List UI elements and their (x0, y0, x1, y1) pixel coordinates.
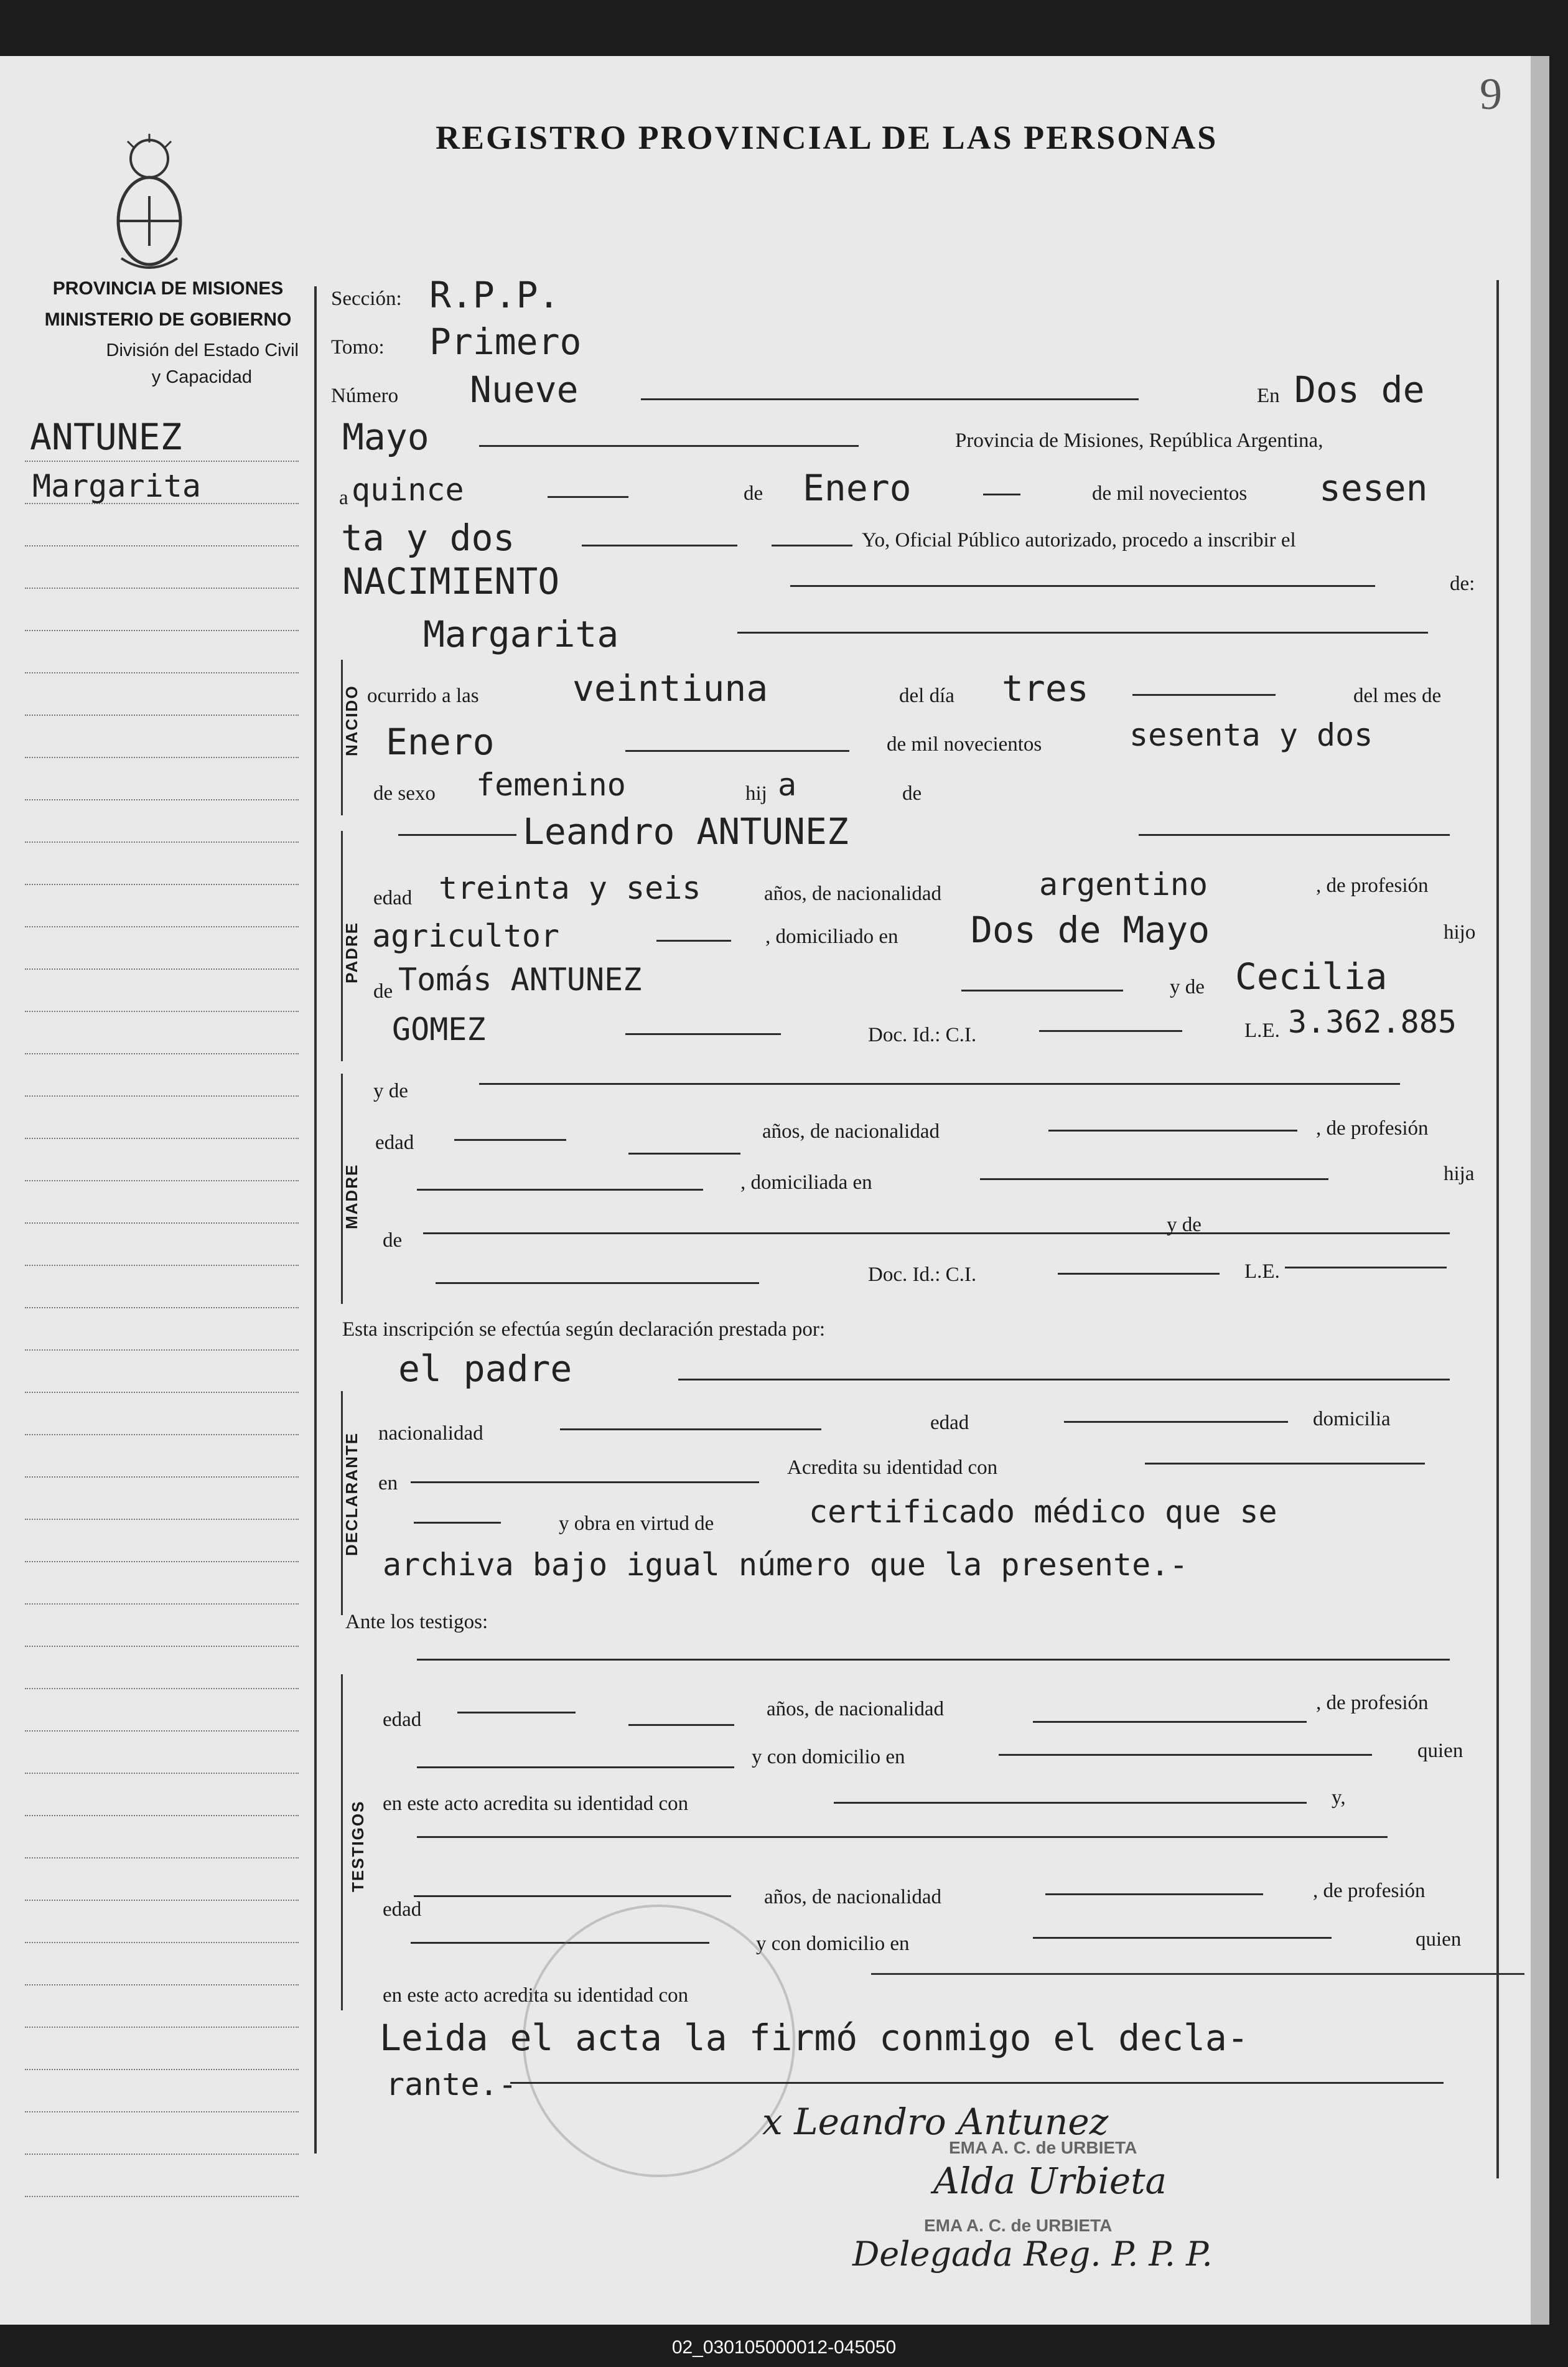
de2-label: de: (1450, 573, 1475, 595)
margin-rule (25, 1561, 299, 1562)
margin-rule (25, 461, 299, 462)
margin-rule (25, 1900, 299, 1901)
padre-edad-label: edad (373, 887, 413, 909)
declarante-quien: el padre (398, 1348, 572, 1390)
margin-rule (25, 1519, 299, 1520)
declarante-en-label: en (378, 1472, 398, 1494)
margin-rule (25, 1646, 299, 1647)
padre-le-label: L.E. (1244, 1019, 1280, 1042)
margin-rule (25, 1307, 299, 1308)
testigo2-acredita-label: en este acto acredita su identidad con (383, 1984, 689, 2007)
declarante-edad-label: edad (930, 1412, 969, 1434)
coat-of-arms-icon (109, 134, 190, 271)
margin-rule (25, 1095, 299, 1097)
declarante-obra-1: certificado médico que se (809, 1494, 1277, 1530)
signature-box-line (871, 1973, 1524, 1976)
anio-value-1: sesen (1319, 467, 1428, 509)
padre-le-value: 3.362.885 (1288, 1004, 1457, 1040)
margin-rule (25, 1476, 299, 1478)
testigo1-quien-label: quien (1417, 1740, 1463, 1762)
padre-domicilio: Dos de Mayo (971, 909, 1210, 951)
testigo1-edad-label: edad (383, 1708, 422, 1731)
ocurrido-label: ocurrido a las (367, 685, 479, 707)
testigo1-nac-label: años, de nacionalidad (767, 1698, 944, 1720)
testigo2-nac-label: años, de nacionalidad (764, 1886, 941, 1908)
testigo2-quien-label: quien (1416, 1928, 1462, 1951)
testigo1-prof-label: , de profesión (1316, 1692, 1429, 1714)
padre-nombre: Leandro ANTUNEZ (523, 810, 849, 853)
madre-le-label: L.E. (1244, 1260, 1280, 1283)
section-declarante-label: DECLARANTE (342, 1432, 361, 1556)
madre-y-de2-label: y de (1167, 1214, 1202, 1236)
nombre-value: Margarita (423, 613, 619, 655)
padre-hijo-label: hijo (1444, 921, 1476, 944)
firma-oficial: Alda Urbieta (933, 2160, 1167, 2202)
testigos-intro: Ante los testigos: (345, 1611, 488, 1633)
padre-profesion: agricultor (372, 918, 560, 954)
numero-label: Número (331, 385, 399, 407)
declarante-nac-label: nacionalidad (378, 1422, 483, 1445)
margin-rule (25, 545, 299, 546)
page-title: REGISTRO PROVINCIAL DE LAS PERSONAS (436, 119, 1218, 156)
margin-rule (25, 1942, 299, 1943)
margin-rule (25, 1730, 299, 1732)
section-padre-label: PADRE (342, 921, 361, 983)
declarante-intro: Esta inscripción se efectúa según declaración prestada por: (342, 1318, 826, 1341)
hij-label: hij (745, 782, 767, 805)
mil-label: de mil novecientos (1092, 482, 1248, 505)
anio-value-2: ta y dos (341, 517, 515, 559)
margin-rule (25, 588, 299, 589)
division-name: División del Estado Civil (106, 340, 299, 360)
padre-prof-label: , de profesión (1316, 874, 1429, 897)
cierre-texto-1: Leida el acta la firmó conmigo el decla- (380, 2017, 1249, 2059)
padre-dom-label: , domiciliado en (765, 926, 898, 948)
padre-y-de-label: y de (1170, 976, 1205, 998)
padre-padre-de: Tomás ANTUNEZ (398, 962, 642, 998)
del-mes-label: del mes de (1353, 685, 1442, 707)
margin-rule (25, 926, 299, 927)
margin-rule (25, 1688, 299, 1689)
hij-de-label: de (902, 782, 922, 805)
madre-nac-label: años, de nacionalidad (762, 1120, 940, 1143)
margin-rule (25, 672, 299, 673)
section-madre-label: MADRE (342, 1163, 361, 1229)
margin-rule (25, 630, 299, 631)
margin-rule (25, 841, 299, 843)
firma-declarante: x Leandro Antunez (762, 2101, 1109, 2143)
sexo-value: femenino (476, 767, 626, 803)
padre-edad-value: treinta y seis (439, 870, 701, 906)
margin-rule (25, 1180, 299, 1181)
margin-rule (25, 757, 299, 758)
margin-rule (25, 1392, 299, 1393)
margin-rule (25, 1984, 299, 1985)
seccion-value: R.P.P. (429, 274, 560, 316)
margin-rule (25, 799, 299, 800)
madre-doc-label: Doc. Id.: C.I. (868, 1263, 977, 1286)
padre-madre-de-1: Cecilia (1235, 955, 1388, 998)
margin-rule (25, 1138, 299, 1139)
testigo2-edad-label: edad (383, 1898, 422, 1921)
anio-nac-value: sesenta y dos (1129, 717, 1373, 753)
padre-doc-label: Doc. Id.: C.I. (868, 1024, 977, 1046)
tomo-value: Primero (429, 321, 582, 363)
madre-edad-label: edad (375, 1132, 414, 1154)
margin-rule (25, 2196, 299, 2197)
sello-nombre-2: EMA A. C. de URBIETA (924, 2216, 1113, 2235)
hora-value: veintiuna (572, 667, 768, 710)
padre-nacionalidad: argentino (1039, 866, 1208, 902)
testigo2-prof-label: , de profesión (1313, 1880, 1426, 1902)
madre-dom-label: , domiciliada en (740, 1171, 872, 1194)
padre-nac-label: años, de nacionalidad (764, 883, 941, 905)
right-border (1496, 280, 1499, 2178)
dia-nac-value: tres (1002, 667, 1089, 710)
a-label: a (339, 487, 348, 509)
padre-madre-de-2: GOMEZ (392, 1011, 486, 1048)
testigo1-y-label: y, (1332, 1786, 1346, 1809)
division-name-2: y Capacidad (151, 367, 252, 387)
margin-rule (25, 2027, 299, 2028)
margin-rule (25, 1857, 299, 1858)
footer-code: 02_030105000012-045050 (671, 2337, 897, 2358)
declarante-acredita-label: Acredita su identidad con (787, 1456, 998, 1479)
tomo-label: Tomo: (331, 336, 385, 359)
declarante-obra-2: archiva bajo igual número que la presente.- (383, 1547, 1188, 1583)
margin-rule (25, 1434, 299, 1435)
lugar-value-2: Mayo (342, 416, 429, 458)
margin-surname: ANTUNEZ (30, 416, 182, 458)
margin-rule (25, 1053, 299, 1054)
sello-nombre-1: EMA A. C. de URBIETA (949, 2138, 1137, 2157)
margin-rule (25, 1773, 299, 1774)
delegada-texto: Delegada Reg. P. P. P. (852, 2234, 1213, 2274)
madre-y-de-label: y de (373, 1080, 408, 1102)
dia-value: quince (352, 472, 464, 508)
oficial-text: Yo, Oficial Público autorizado, procedo a inscribir el (862, 529, 1296, 551)
declarante-dom-label: domicilia (1313, 1408, 1391, 1430)
sexo-label: de sexo (373, 782, 436, 805)
margin-rule (25, 968, 299, 970)
testigo1-acredita-label: en este acto acredita su identidad con (383, 1793, 689, 1815)
numero-value: Nueve (470, 368, 579, 411)
section-nacido-label: NACIDO (342, 685, 361, 756)
margin-rule (25, 884, 299, 885)
page-number: 9 (1480, 69, 1502, 119)
section-testigos-label: TESTIGOS (348, 1800, 367, 1892)
en-label: En (1257, 385, 1280, 407)
mil-nac-label: de mil novecientos (887, 733, 1042, 756)
margin-rule (25, 2111, 299, 2112)
margin-rule (25, 2069, 299, 2070)
testigo1-dom-label: y con domicilio en (752, 1746, 905, 1768)
hij-suffix: a (778, 767, 797, 803)
margin-rule (25, 1815, 299, 1816)
madre-hija-label: hija (1444, 1163, 1475, 1185)
seccion-label: Sección: (331, 288, 402, 310)
province-name: PROVINCIA DE MISIONES (52, 278, 284, 299)
lugar-value-1: Dos de (1294, 368, 1425, 411)
de-label: de (744, 482, 763, 505)
cierre-texto-2: rante.- (386, 2066, 517, 2102)
mes-nac-value: Enero (386, 721, 495, 763)
margin-rule (25, 1222, 299, 1224)
margin-rule (25, 715, 299, 716)
declarante-obra-label: y obra en virtud de (559, 1512, 714, 1535)
margin-rule (25, 2154, 299, 2155)
margin-rule (25, 1011, 299, 1012)
margin-rule (25, 1603, 299, 1605)
testigo2-dom-label: y con domicilio en (756, 1933, 910, 1955)
acto-value: NACIMIENTO (342, 560, 560, 602)
margin-given-name: Margarita (32, 468, 201, 504)
mes-value: Enero (803, 467, 912, 509)
margin-rule (25, 1265, 299, 1266)
madre-prof-label: , de profesión (1316, 1117, 1429, 1140)
madre-de-label: de (383, 1229, 403, 1252)
padre-de-label: de (373, 980, 393, 1003)
ministry-name: MINISTERIO DE GOBIERNO (44, 309, 292, 330)
del-dia-label: del día (899, 685, 954, 707)
provincia-text: Provincia de Misiones, República Argentina, (955, 429, 1323, 452)
margin-rule (25, 1349, 299, 1351)
sidebar-border (314, 286, 317, 2154)
